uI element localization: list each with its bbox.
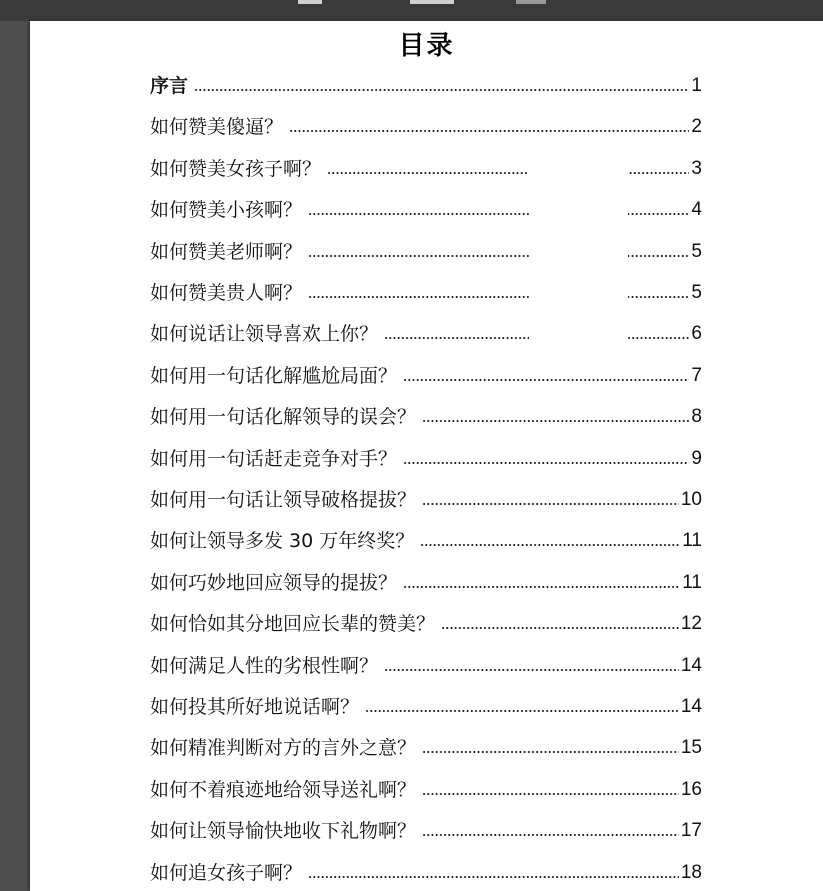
dot-leader bbox=[422, 750, 679, 754]
dot-leader bbox=[422, 833, 679, 837]
toc-page-number: 11 bbox=[682, 530, 702, 552]
dot-leader bbox=[422, 419, 689, 423]
toc-entry[interactable] bbox=[150, 441, 702, 471]
toc-entry-label: 如何用一句话让领导破格提拔？ bbox=[150, 489, 417, 511]
toc-entry[interactable] bbox=[150, 482, 702, 512]
toc-entry-label: 如何满足人性的劣根性啊？ bbox=[150, 654, 379, 677]
toc-page-number: 4 bbox=[691, 199, 702, 221]
dot-leader bbox=[327, 171, 689, 175]
toc-entry[interactable] bbox=[150, 523, 702, 553]
toc-entry-label: 如何赞美贵人啊？ bbox=[150, 282, 303, 304]
toc-entry[interactable] bbox=[150, 689, 702, 719]
toc-entry[interactable] bbox=[150, 565, 702, 595]
dot-leader bbox=[308, 212, 689, 216]
toolbar-button[interactable] bbox=[298, 0, 322, 4]
dot-leader bbox=[422, 792, 679, 796]
viewer-gutter bbox=[0, 21, 30, 891]
toc-page-number: 3 bbox=[691, 157, 702, 179]
dot-leader bbox=[422, 502, 679, 506]
toolbar-button[interactable] bbox=[516, 0, 546, 4]
toc-entry-label: 如何用一句话化解领导的误会？ bbox=[150, 406, 417, 429]
toc-entry-label: 如何用一句话赶走竞争对手？ bbox=[150, 447, 398, 470]
toc-entry[interactable] bbox=[150, 648, 702, 678]
toc-page-number: 8 bbox=[691, 406, 702, 428]
toc-entry-label: 如何精准判断对方的言外之意？ bbox=[150, 737, 417, 760]
toc-page-number: 1 bbox=[691, 75, 702, 96]
toc-entry[interactable] bbox=[150, 358, 702, 388]
toc-entry-label: 如何赞美傻逼？ bbox=[150, 116, 284, 139]
dot-leader bbox=[441, 626, 679, 630]
blank-region bbox=[529, 159, 628, 345]
toc-entry[interactable] bbox=[150, 68, 702, 98]
toc-page-number: 17 bbox=[680, 820, 702, 842]
toc-entry-label: 如何赞美老师啊？ bbox=[150, 240, 303, 263]
toc-entry-label: 如何赞美小孩啊？ bbox=[150, 199, 303, 222]
toc-page-number: 5 bbox=[691, 240, 702, 262]
toc-entry[interactable] bbox=[150, 606, 702, 636]
dot-leader bbox=[403, 585, 680, 589]
dot-leader bbox=[308, 295, 689, 299]
viewer-toolbar bbox=[0, 0, 823, 21]
toc-entry-label: 如何让领导多发 30 万年终奖？ bbox=[150, 530, 415, 553]
toc-page-number: 5 bbox=[691, 282, 702, 303]
toc-page-number: 7 bbox=[691, 364, 702, 386]
dot-leader bbox=[403, 461, 689, 465]
toc-entry-label: 如何巧妙地回应领导的提拔？ bbox=[150, 571, 398, 594]
toc-page-number: 9 bbox=[691, 447, 702, 469]
toc-page-number: 18 bbox=[680, 861, 702, 883]
toc-entry[interactable] bbox=[150, 399, 702, 429]
toc-page-number: 14 bbox=[680, 654, 702, 676]
toc-page-number: 10 bbox=[680, 489, 702, 510]
toc-entry[interactable] bbox=[150, 109, 702, 139]
toc-title: 目录 bbox=[398, 31, 455, 61]
toolbar-button[interactable] bbox=[410, 0, 454, 4]
toc-entry-label: 如何赞美女孩子啊？ bbox=[150, 157, 322, 180]
toc-entry-label: 如何让领导愉快地收下礼物啊？ bbox=[150, 820, 417, 843]
toc-page-number: 11 bbox=[682, 571, 702, 593]
toc-entry[interactable] bbox=[150, 730, 702, 760]
dot-leader bbox=[403, 378, 689, 382]
toc-entry-label: 如何投其所好地说话啊？ bbox=[150, 696, 360, 718]
toc-page-number: 6 bbox=[691, 323, 702, 345]
toc-page-number: 12 bbox=[680, 613, 702, 635]
dot-leader bbox=[420, 543, 680, 547]
toc-entry[interactable] bbox=[150, 813, 702, 843]
dot-leader bbox=[365, 709, 679, 713]
dot-leader bbox=[289, 129, 689, 133]
toc-entry-label: 如何说话让领导喜欢上你？ bbox=[150, 323, 379, 346]
toc-entry-label: 如何追女孩子啊？ bbox=[150, 861, 303, 884]
toc-page-number: 14 bbox=[680, 696, 702, 717]
toc-entry-label: 序言 bbox=[150, 75, 189, 97]
document-page bbox=[30, 21, 823, 891]
table-of-contents bbox=[30, 21, 823, 891]
toc-entry-label: 如何不着痕迹地给领导送礼啊？ bbox=[150, 778, 417, 801]
toc-page-number: 15 bbox=[680, 737, 702, 759]
toc-entry-label: 如何恰如其分地回应长辈的赞美？ bbox=[150, 613, 436, 636]
toc-page-number: 16 bbox=[680, 778, 702, 800]
dot-leader bbox=[308, 254, 689, 258]
dot-leader bbox=[308, 875, 679, 879]
toc-entry-label: 如何用一句话化解尴尬局面？ bbox=[150, 364, 398, 387]
toc-entry[interactable] bbox=[150, 855, 702, 885]
toc-page-number: 2 bbox=[691, 116, 702, 138]
dot-leader bbox=[384, 668, 679, 672]
toc-entry[interactable] bbox=[150, 772, 702, 802]
dot-leader bbox=[194, 88, 689, 92]
